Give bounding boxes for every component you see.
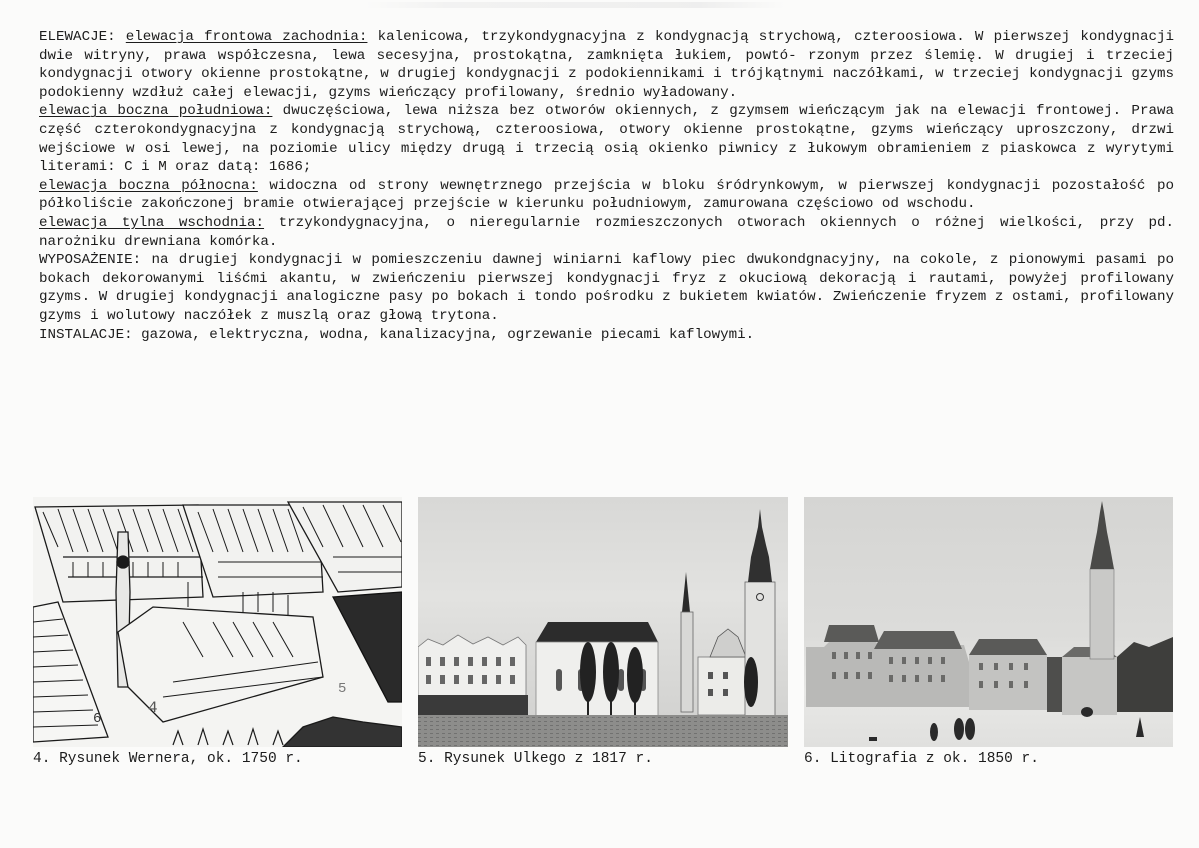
section-label: INSTALACJE: [39,326,133,343]
section-text: kalenicowa, trzykondygnacyjna z kondygnacją strychową, czteroosiowa. W pierwszej kondygnacji dwie witryny, prawa współczesna, lewa secesyjna, prostokątna, zamknięta łukiem, powtó- rzonym przez ślemię. W drugiej i trzeciej kondygnacji otwory okienne prostokątne, w drugiej kondygnacji z podokiennikami i trójkątnymi naczółkami, w trzeciej kondygnacji gzyms podokienny wzdłuż całej elewacji, gzyms wieńczący profilowany, średnio wyładowany. [39,29,1174,101]
scan-bleed-through [365,2,785,8]
figure-4-caption: 4. Rysunek Wernera, ok. 1750 r. [33,751,303,767]
section-installations [39,326,1174,345]
section-label: ELEWACJE: [39,29,126,45]
svg-text:6: 6 [93,711,102,727]
section-label: WYPOSAŻENIE: [39,252,142,269]
section-elevation-front [39,28,1174,102]
figure-6-image [804,497,1173,747]
svg-text:4: 4 [148,699,158,717]
section-text: gazowa, elektryczna, wodna, kanalizacyjna, ogrzewanie piecami kaflowymi. [132,326,755,343]
section-elevation-south [39,102,1174,176]
figure-5-image [418,497,788,747]
section-elevation-east [39,214,1174,251]
figure-4 [33,497,402,767]
figure-4-image [33,497,402,747]
section-heading: elewacja boczna północna: [39,177,258,194]
figure-6-caption: 6. Litografia z ok. 1850 r. [804,751,1039,767]
section-heading: elewacja frontowa zachodnia: [125,29,368,45]
figure-6 [804,497,1173,767]
section-text: dwuczęściowa, lewa niższa bez otworów okiennych, z gzymsem wieńczącym jak na elewacji frontowej. Prawa część czterokondygnacyjna z kondygnacją strychową, czteroosiowa, otwory okienne prostokątne, gzyms wieńczący uproszczony, drzwi wejściowe w osi lewej, na poziomie ulicy między drugą i trzecią osią okienko piwnicy z łukowym obramieniem z piaskowca z wyrytymi literami: C i M oraz datą: 1686; [39,103,1175,176]
section-heading: elewacja boczna południowa: [39,103,273,120]
figure-5-caption: 5. Rysunek Ulkego z 1817 r. [418,751,653,767]
svg-text:5: 5 [338,681,347,697]
section-text: widoczna od strony wewnętrznego przejścia w bloku śródrynkowym, w pierwszej kondygnacji pozostałość po półkoliście zakończonej bramie otwierającej przejście w kierunku południowym, zamurowana częściowo od wschodu. [39,177,1174,213]
section-furnishings [39,251,1174,325]
document-body [39,28,1174,344]
figure-5 [418,497,788,767]
section-heading: elewacja tylna wschodnia: [39,214,265,231]
section-text: na drugiej kondygnacji w pomieszczeniu dawnej winiarni kaflowy piec dwukondgnacyjny, na cokole, z pionowymi pasami po bokach dekorowanymi liśćmi akantu, w zwieńczeniu pierwszej kondygnacji fryz z okuciową dekoracją i rautami, powyżej profilowany gzyms. W drugiej kondygnacji analogiczne pasy po bokach i tondo pośrodku z bukietem kwiatów. Zwieńczenie fryzem z ostami, profilowany gzyms i wolutowy naczółek z muszlą oraz głową trytona. [39,252,1174,324]
section-elevation-north [39,177,1174,214]
section-text: trzykondygnacyjna, o nieregularnie rozmieszczonych otworach okiennych o różnej wielkości, przy pd. narożniku drewniana komórka. [39,214,1174,250]
